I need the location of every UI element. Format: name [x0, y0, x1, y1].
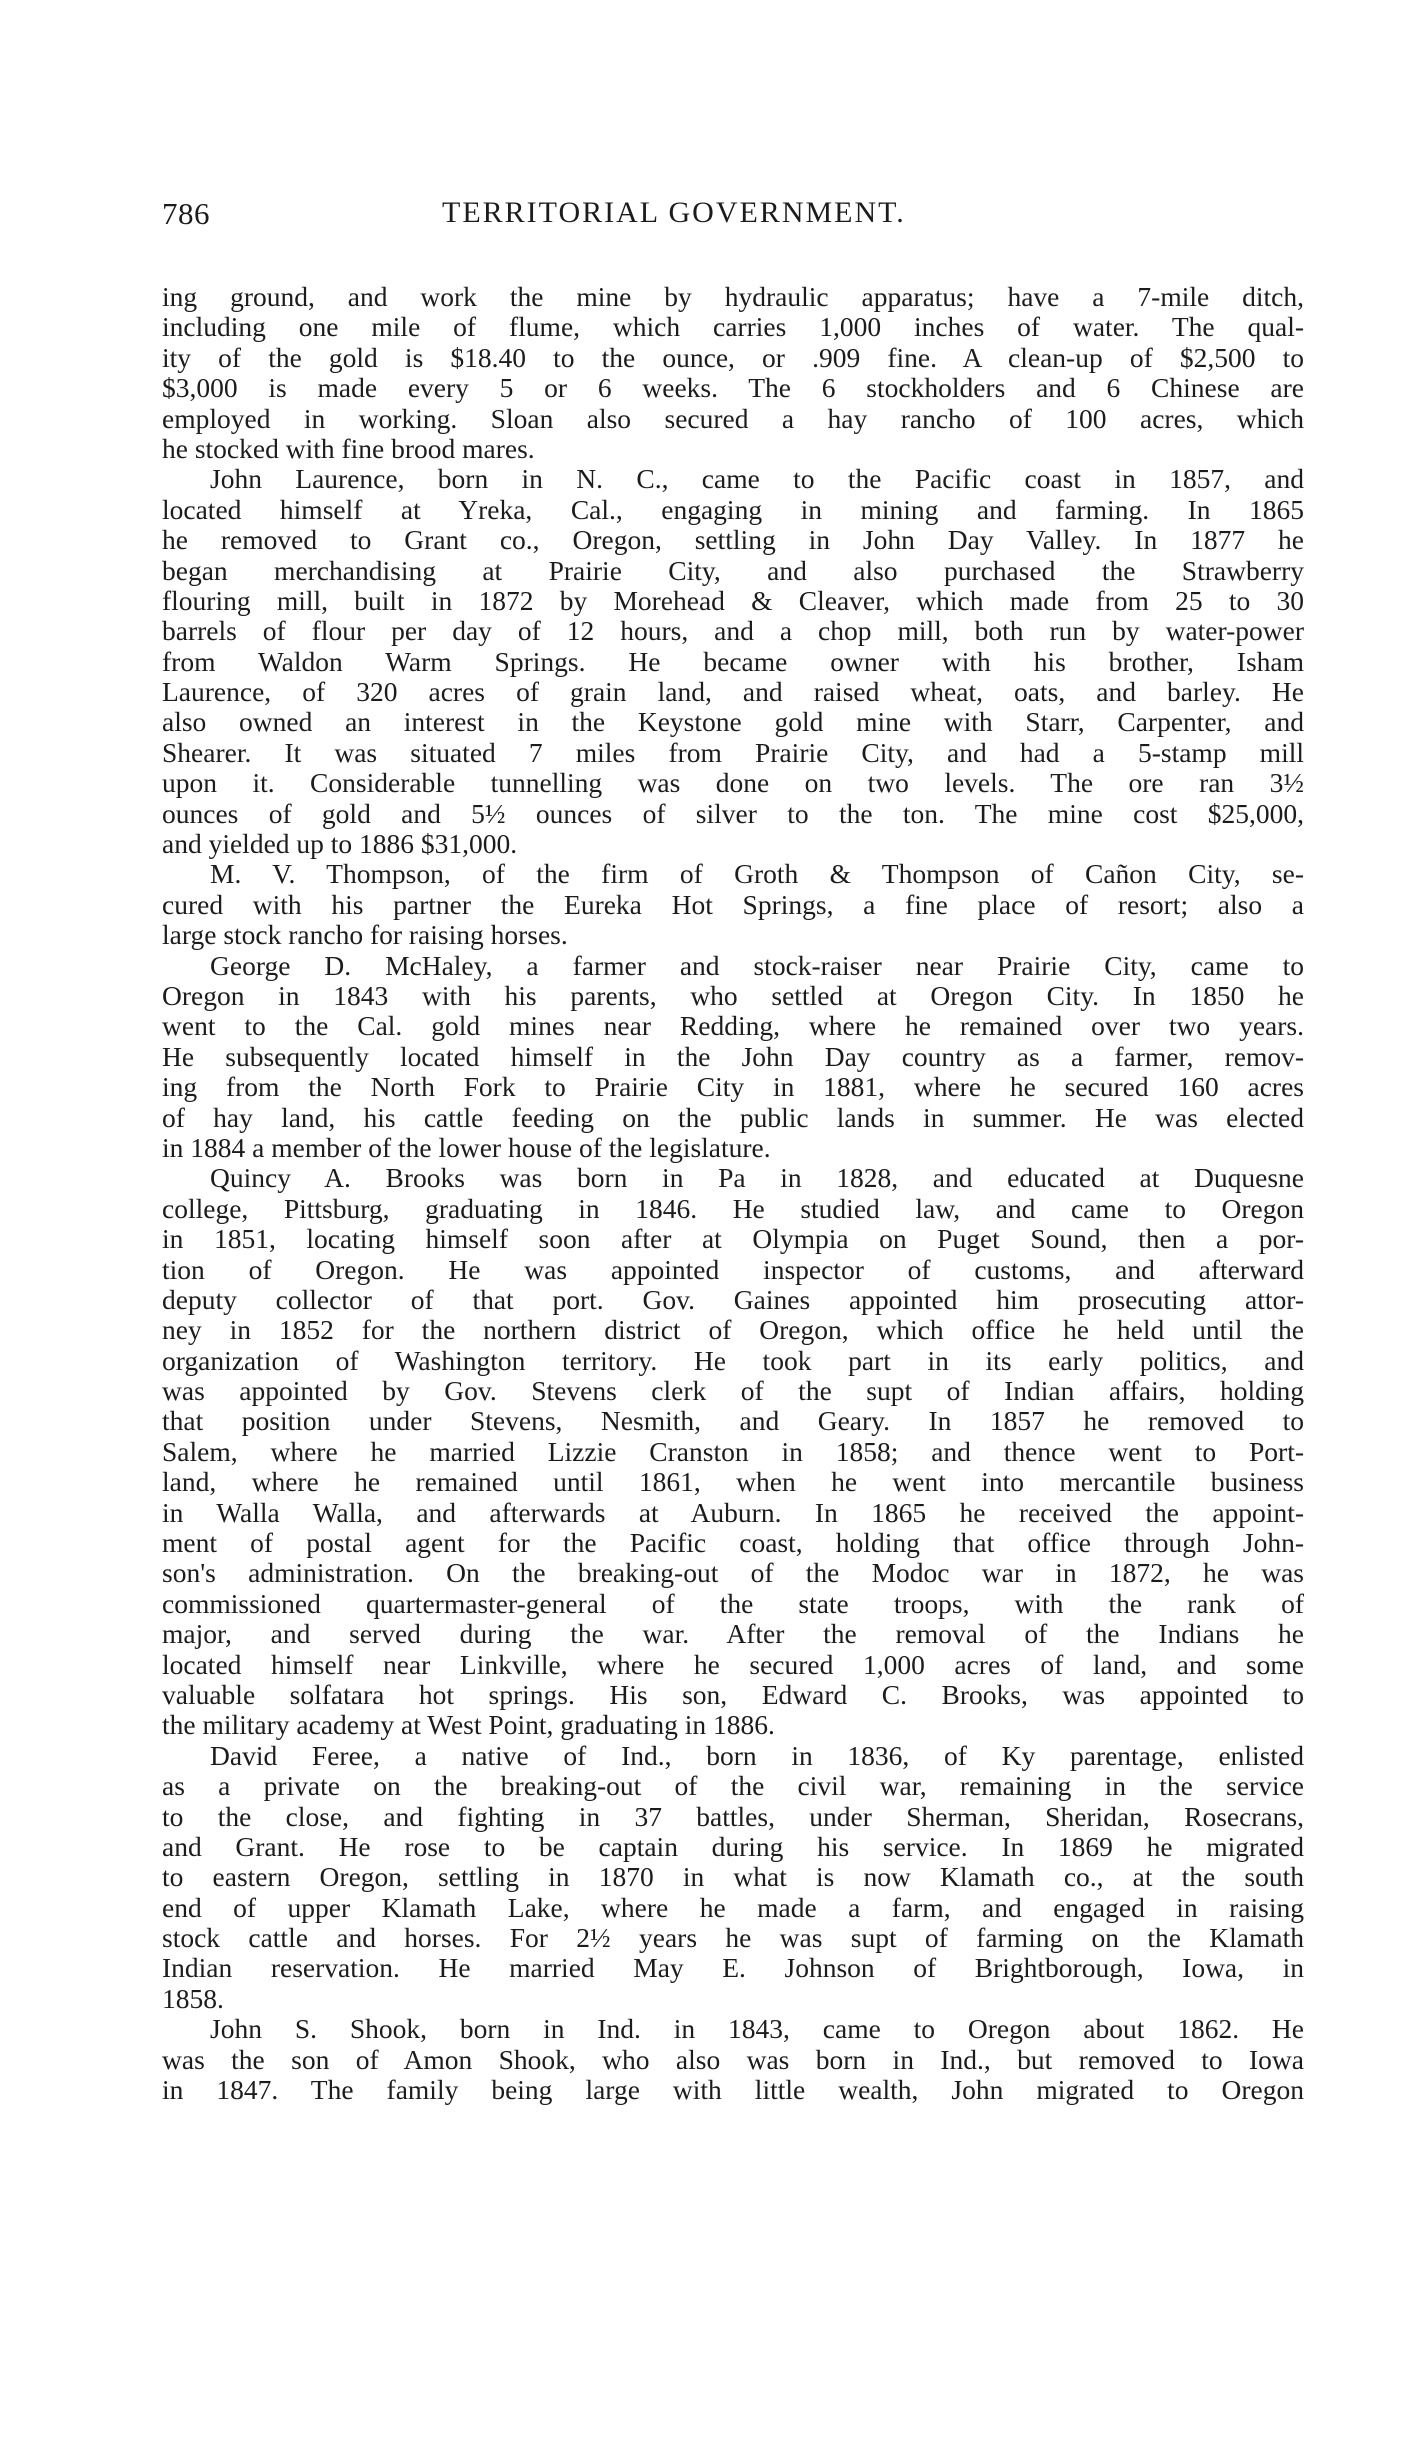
text-line: in 1851, locating himself soon after at Olympia on Puget Sound, then a por- — [162, 1223, 1304, 1255]
text-line: ounces of gold and 5½ ounces of silver to the ton. The mine cost $25,000, — [162, 797, 1304, 829]
text-line: was appointed by Gov. Stevens clerk of the supt of Indian affairs, holding — [162, 1375, 1304, 1407]
text-line: end of upper Klamath Lake, where he made a farm, and engaged in raising — [162, 1891, 1304, 1923]
text-line: located himself near Linkville, where he secured 1,000 acres of land, and some — [162, 1648, 1304, 1680]
text-line: deputy collector of that port. Gov. Gaines appointed him prosecuting attor- — [162, 1283, 1304, 1315]
text-line: Indian reservation. He married May E. Johnson of Brightborough, Iowa, in — [162, 1952, 1304, 1984]
text-line: Oregon in 1843 with his parents, who settled at Oregon City. In 1850 he — [162, 979, 1304, 1011]
text-line: barrels of flour per day of 12 hours, and a chop mill, both run by water-power — [162, 615, 1304, 647]
text-line: He subsequently located himself in the John Day country as a farmer, remov- — [162, 1040, 1304, 1072]
text-line: ney in 1852 for the northern district of Oregon, which office he held until the — [162, 1314, 1304, 1346]
text-line: ity of the gold is $18.40 to the ounce, or .909 fine. A clean-up of $2,500 to — [162, 341, 1304, 373]
text-line: was the son of Amon Shook, who also was born in Ind., but removed to Iowa — [162, 2043, 1304, 2075]
text-line: the military academy at West Point, graduating in 1886. — [162, 1709, 775, 1741]
text-line: 1858. — [162, 1982, 224, 2014]
text-line: valuable solfatara hot springs. His son, Edward C. Brooks, was appointed to — [162, 1678, 1304, 1710]
text-line: flouring mill, built in 1872 by Morehead & Cleaver, which made from 25 to 30 — [162, 584, 1304, 616]
text-line: stock cattle and horses. For 2½ years he was supt of farming on the Klamath — [162, 1922, 1304, 1954]
text-line: in Walla Walla, and afterwards at Auburn. In 1865 he received the appoint- — [162, 1496, 1304, 1528]
paragraph-start-line: David Feree, a native of Ind., born in 1836, of Ky parentage, enlisted — [210, 1739, 1304, 1771]
text-line: as a private on the breaking-out of the civil war, remaining in the service — [162, 1770, 1304, 1802]
text-line: tion of Oregon. He was appointed inspector of customs, and afterward — [162, 1253, 1304, 1285]
text-line: ing ground, and work the mine by hydraulic apparatus; have a 7-mile ditch, — [162, 281, 1304, 312]
text-line: and yielded up to 1886 $31,000. — [162, 828, 518, 860]
text-line: major, and served during the war. After the removal of the Indians he — [162, 1618, 1304, 1650]
text-line: ing from the North Fork to Prairie City in 1881, where he secured 160 acres — [162, 1071, 1304, 1103]
text-line: located himself at Yreka, Cal., engaging in mining and farming. In 1865 — [162, 493, 1304, 525]
text-line: ment of postal agent for the Pacific coast, holding that office through John- — [162, 1527, 1304, 1559]
paragraph-start-line: John Laurence, born in N. C., came to the Pacific coast in 1857, and — [210, 463, 1304, 495]
text-line: from Waldon Warm Springs. He became owner with his brother, Isham — [162, 645, 1304, 677]
page-number: 786 — [162, 196, 210, 231]
text-line: in 1884 a member of the lower house of the legislature. — [162, 1131, 771, 1163]
text-line: Shearer. It was situated 7 miles from Prairie City, and had a 5-stamp mill — [162, 736, 1304, 768]
text-line: $3,000 is made every 5 or 6 weeks. The 6 stockholders and 6 Chinese are — [162, 372, 1304, 404]
paragraph-start-line: Quincy A. Brooks was born in Pa in 1828, and educated at Duquesne — [210, 1162, 1304, 1194]
paragraph-start-line: George D. McHaley, a farmer and stock-raiser near Prairie City, came to — [210, 949, 1304, 981]
text-line: upon it. Considerable tunnelling was done on two levels. The ore ran 3½ — [162, 767, 1304, 799]
text-line: cured with his partner the Eureka Hot Springs, a fine place of resort; also a — [162, 888, 1304, 920]
text-line: college, Pittsburg, graduating in 1846. He studied law, and came to Oregon — [162, 1192, 1304, 1224]
text-line: began merchandising at Prairie City, and also purchased the Strawberry — [162, 554, 1304, 586]
text-line: commissioned quartermaster-general of the state troops, with the rank of — [162, 1587, 1304, 1619]
text-line: organization of Washington territory. He took part in its early politics, and — [162, 1344, 1304, 1376]
text-line: to eastern Oregon, settling in 1870 in what is now Klamath co., at the south — [162, 1861, 1304, 1893]
text-line: including one mile of flume, which carries 1,000 inches of water. The qual- — [162, 311, 1304, 343]
text-line: that position under Stevens, Nesmith, and Geary. In 1857 he removed to — [162, 1405, 1304, 1437]
text-line: and Grant. He rose to be captain during his service. In 1869 he migrated — [162, 1830, 1304, 1862]
text-line: large stock rancho for raising horses. — [162, 919, 568, 951]
text-line: son's administration. On the breaking-out of the Modoc war in 1872, he was — [162, 1557, 1304, 1589]
page-header — [162, 196, 1304, 244]
running-head: TERRITORIAL GOVERNMENT. — [442, 196, 906, 229]
text-line: he removed to Grant co., Oregon, settling in John Day Valley. In 1877 he — [162, 524, 1304, 556]
text-line: Laurence, of 320 acres of grain land, and raised wheat, oats, and barley. He — [162, 676, 1304, 708]
text-line: went to the Cal. gold mines near Redding, where he remained over two years. — [162, 1010, 1304, 1042]
text-line: he stocked with fine brood mares. — [162, 432, 535, 464]
text-line: employed in working. Sloan also secured a hay rancho of 100 acres, which — [162, 402, 1304, 434]
text-line: land, where he remained until 1861, when he went into mercantile business — [162, 1466, 1304, 1498]
paragraph-start-line: John S. Shook, born in Ind. in 1843, came to Oregon about 1862. He — [210, 2013, 1304, 2045]
text-line: in 1847. The family being large with little wealth, John migrated to Oregon — [162, 2074, 1304, 2106]
text-line: of hay land, his cattle feeding on the public lands in summer. He was elected — [162, 1101, 1304, 1133]
body-text — [162, 282, 1304, 2105]
paragraph-start-line: M. V. Thompson, of the firm of Groth & Thompson of Cañon City, se- — [210, 858, 1304, 890]
text-line: to the close, and fighting in 37 battles, under Sherman, Sheridan, Rosecrans, — [162, 1800, 1304, 1832]
text-line: Salem, where he married Lizzie Cranston in 1858; and thence went to Port- — [162, 1435, 1304, 1467]
text-line: also owned an interest in the Keystone gold mine with Starr, Carpenter, and — [162, 706, 1304, 738]
